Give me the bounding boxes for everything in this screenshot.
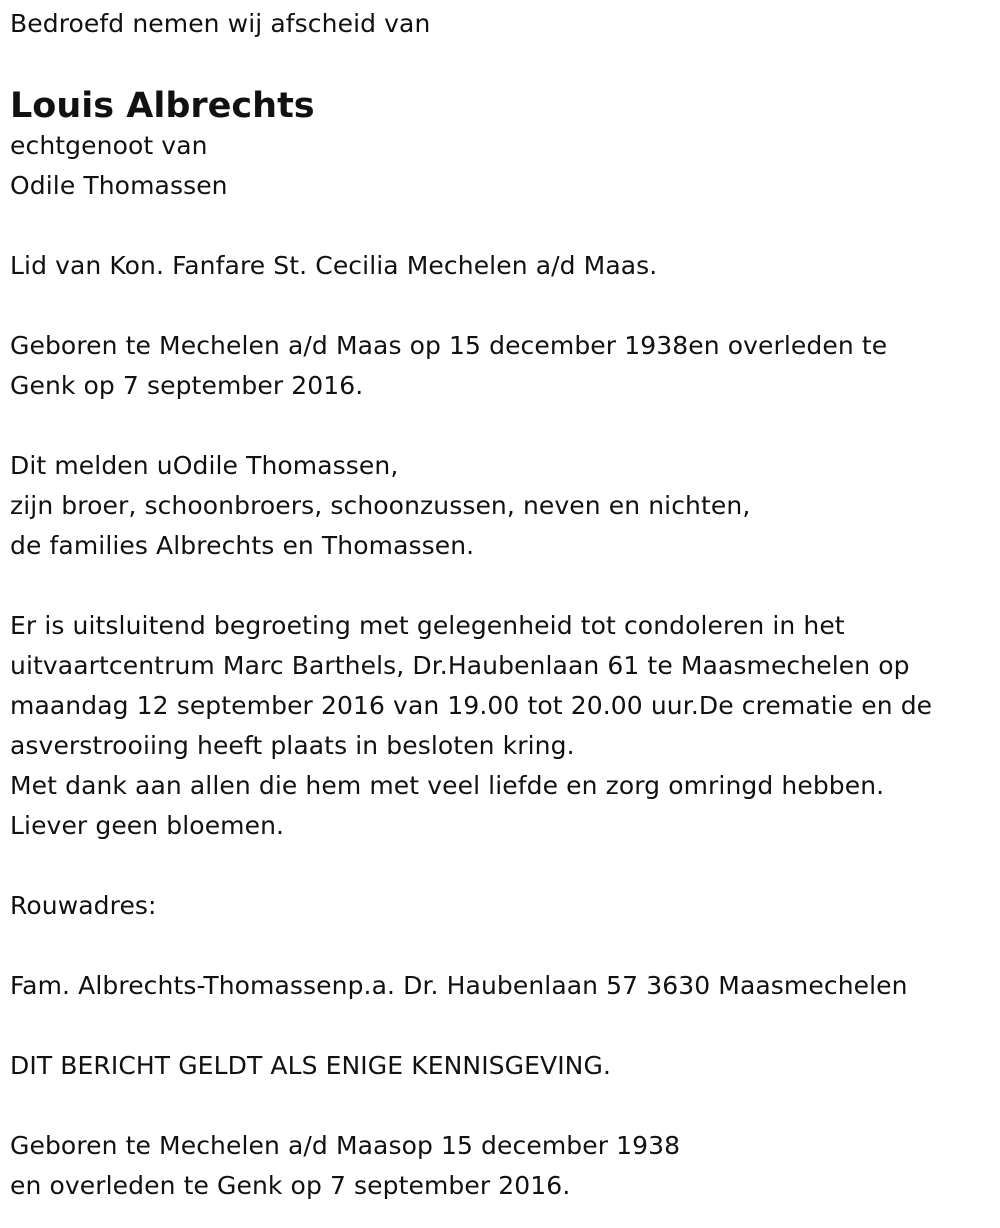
birth-death-line: Geboren te Mechelen a/d Maas op 15 december 1938en overleden te (10, 331, 888, 360)
obituary-text (10, 4, 990, 1206)
announcer-line: zijn broer, schoonbroers, schoonzussen, neven en nichten, (10, 491, 751, 520)
ceremony-line: Met dank aan allen die hem met veel liefde en zorg omringd hebben. (10, 771, 885, 800)
birth-death-repeat-line: en overleden te Genk op 7 september 2016. (10, 1171, 571, 1200)
ceremony-line: uitvaartcentrum Marc Barthels, Dr.Haubenlaan 61 te Maasmechelen op (10, 651, 910, 680)
announcer-line: de families Albrechts en Thomassen. (10, 531, 475, 560)
spacer (10, 206, 990, 246)
spouse-label: echtgenoot van (10, 131, 208, 160)
spacer (10, 286, 990, 326)
ceremony-line: maandag 12 september 2016 van 19.00 tot 20.00 uur.De crematie en de (10, 691, 933, 720)
notice-line: DIT BERICHT GELDT ALS ENIGE KENNISGEVING. (10, 1051, 611, 1080)
spacer (10, 1086, 990, 1126)
mourning-address-label: Rouwadres: (10, 891, 157, 920)
ceremony-line: asverstrooiing heeft plaats in besloten kring. (10, 731, 575, 760)
spouse-name: Odile Thomassen (10, 171, 228, 200)
deceased-name: Louis Albrechts (10, 86, 315, 126)
mourning-address: Fam. Albrechts-Thomassenp.a. Dr. Haubenlaan 57 3630 Maasmechelen (10, 971, 908, 1000)
spacer (10, 1006, 990, 1046)
spacer (10, 566, 990, 606)
spacer (10, 846, 990, 886)
spacer (10, 406, 990, 446)
intro-line: Bedroefd nemen wij afscheid van (10, 9, 431, 38)
birth-death-repeat-line: Geboren te Mechelen a/d Maasop 15 december 1938 (10, 1131, 681, 1160)
birth-death-line: Genk op 7 september 2016. (10, 371, 364, 400)
membership-line: Lid van Kon. Fanfare St. Cecilia Mechelen a/d Maas. (10, 251, 658, 280)
ceremony-line: Liever geen bloemen. (10, 811, 285, 840)
announcer-line: Dit melden uOdile Thomassen, (10, 451, 399, 480)
spacer (10, 926, 990, 966)
ceremony-line: Er is uitsluitend begroeting met gelegenheid tot condoleren in het (10, 611, 845, 640)
